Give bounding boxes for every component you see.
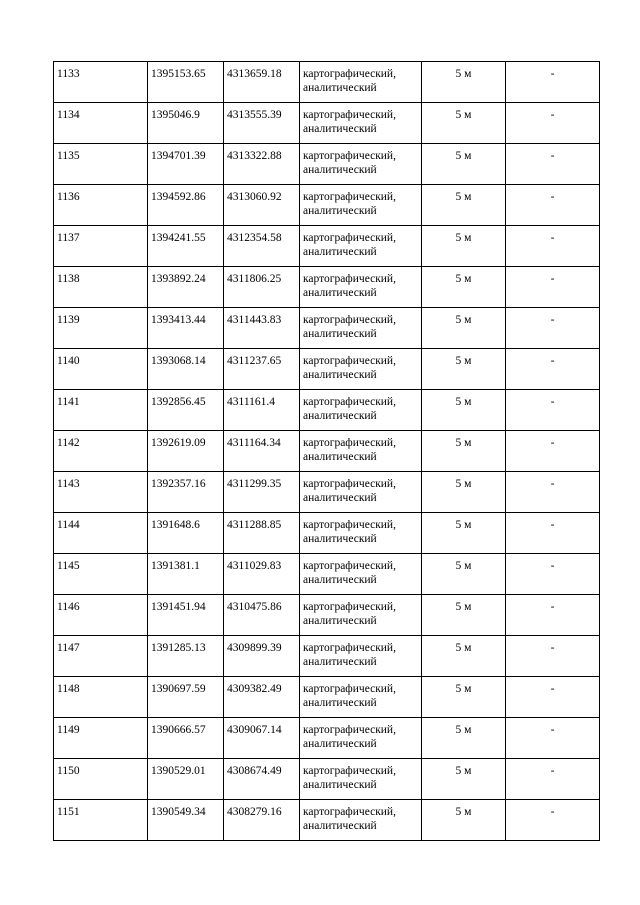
method-cell (300, 308, 422, 349)
method-cell (300, 267, 422, 308)
method-line-2: аналитический (303, 205, 377, 217)
y-coordinate-cell: 4311299.35 (224, 472, 300, 513)
accuracy-cell: 5 м (422, 103, 506, 144)
accuracy-cell: 5 м (422, 472, 506, 513)
accuracy-cell: 5 м (422, 677, 506, 718)
y-coordinate-cell: 4309382.49 (224, 677, 300, 718)
y-coordinate-cell: 4313322.88 (224, 144, 300, 185)
x-coordinate-cell: 1392856.45 (148, 390, 224, 431)
accuracy-cell: 5 м (422, 636, 506, 677)
y-coordinate-cell: 4311288.85 (224, 513, 300, 554)
y-coordinate-cell: 4311443.83 (224, 308, 300, 349)
method-line-2: аналитический (303, 123, 377, 135)
method-cell (300, 431, 422, 472)
method-line-1: картографический, (303, 437, 396, 449)
note-cell: - (506, 62, 600, 103)
x-coordinate-cell: 1394701.39 (148, 144, 224, 185)
point-number-cell: 1140 (54, 349, 148, 390)
method-line-2: аналитический (303, 656, 377, 668)
y-coordinate-cell: 4309899.39 (224, 636, 300, 677)
table-row (54, 144, 600, 185)
accuracy-cell: 5 м (422, 185, 506, 226)
accuracy-cell: 5 м (422, 800, 506, 841)
y-coordinate-cell: 4308279.16 (224, 800, 300, 841)
point-number-cell: 1151 (54, 800, 148, 841)
table-row (54, 554, 600, 595)
x-coordinate-cell: 1394241.55 (148, 226, 224, 267)
method-cell (300, 800, 422, 841)
method-line-1: картографический, (303, 683, 396, 695)
point-number-cell: 1137 (54, 226, 148, 267)
note-cell: - (506, 718, 600, 759)
note-cell: - (506, 636, 600, 677)
note-cell: - (506, 595, 600, 636)
method-line-1: картографический, (303, 724, 396, 736)
method-line-1: картографический, (303, 642, 396, 654)
x-coordinate-cell: 1390697.59 (148, 677, 224, 718)
y-coordinate-cell: 4311029.83 (224, 554, 300, 595)
x-coordinate-cell: 1393068.14 (148, 349, 224, 390)
point-number-cell: 1136 (54, 185, 148, 226)
method-line-1: картографический, (303, 478, 396, 490)
method-cell (300, 62, 422, 103)
accuracy-cell: 5 м (422, 62, 506, 103)
method-line-2: аналитический (303, 779, 377, 791)
method-line-2: аналитический (303, 615, 377, 627)
method-cell (300, 349, 422, 390)
table-row (54, 431, 600, 472)
x-coordinate-cell: 1395153.65 (148, 62, 224, 103)
y-coordinate-cell: 4313659.18 (224, 62, 300, 103)
method-line-2: аналитический (303, 164, 377, 176)
y-coordinate-cell: 4311806.25 (224, 267, 300, 308)
coordinates-table (53, 61, 600, 841)
y-coordinate-cell: 4313555.39 (224, 103, 300, 144)
method-cell (300, 390, 422, 431)
accuracy-cell: 5 м (422, 513, 506, 554)
point-number-cell: 1149 (54, 718, 148, 759)
note-cell: - (506, 308, 600, 349)
method-cell (300, 103, 422, 144)
coordinates-table-body (54, 62, 600, 841)
method-cell (300, 144, 422, 185)
note-cell: - (506, 103, 600, 144)
point-number-cell: 1147 (54, 636, 148, 677)
accuracy-cell: 5 м (422, 308, 506, 349)
point-number-cell: 1146 (54, 595, 148, 636)
method-line-2: аналитический (303, 820, 377, 832)
point-number-cell: 1138 (54, 267, 148, 308)
point-number-cell: 1133 (54, 62, 148, 103)
method-cell (300, 595, 422, 636)
table-row (54, 390, 600, 431)
y-coordinate-cell: 4308674.49 (224, 759, 300, 800)
method-line-1: картографический, (303, 68, 396, 80)
method-cell (300, 185, 422, 226)
method-cell (300, 554, 422, 595)
x-coordinate-cell: 1391285.13 (148, 636, 224, 677)
method-cell (300, 718, 422, 759)
method-line-1: картографический, (303, 519, 396, 531)
point-number-cell: 1135 (54, 144, 148, 185)
table-row (54, 185, 600, 226)
point-number-cell: 1134 (54, 103, 148, 144)
table-row (54, 472, 600, 513)
note-cell: - (506, 513, 600, 554)
point-number-cell: 1142 (54, 431, 148, 472)
x-coordinate-cell: 1390666.57 (148, 718, 224, 759)
x-coordinate-cell: 1392619.09 (148, 431, 224, 472)
method-line-1: картографический, (303, 806, 396, 818)
method-line-2: аналитический (303, 492, 377, 504)
table-row (54, 595, 600, 636)
method-line-2: аналитический (303, 697, 377, 709)
table-row (54, 718, 600, 759)
point-number-cell: 1143 (54, 472, 148, 513)
y-coordinate-cell: 4312354.58 (224, 226, 300, 267)
method-line-1: картографический, (303, 601, 396, 613)
x-coordinate-cell: 1392357.16 (148, 472, 224, 513)
accuracy-cell: 5 м (422, 554, 506, 595)
method-line-2: аналитический (303, 533, 377, 545)
x-coordinate-cell: 1393413.44 (148, 308, 224, 349)
method-line-1: картографический, (303, 191, 396, 203)
table-row (54, 267, 600, 308)
table-row (54, 349, 600, 390)
y-coordinate-cell: 4313060.92 (224, 185, 300, 226)
method-line-2: аналитический (303, 369, 377, 381)
y-coordinate-cell: 4311237.65 (224, 349, 300, 390)
table-row (54, 636, 600, 677)
note-cell: - (506, 759, 600, 800)
method-cell (300, 677, 422, 718)
method-line-2: аналитический (303, 328, 377, 340)
method-line-1: картографический, (303, 109, 396, 121)
method-line-1: картографический, (303, 765, 396, 777)
method-line-1: картографический, (303, 560, 396, 572)
method-line-1: картографический, (303, 232, 396, 244)
method-cell (300, 513, 422, 554)
accuracy-cell: 5 м (422, 718, 506, 759)
accuracy-cell: 5 м (422, 349, 506, 390)
table-row (54, 759, 600, 800)
accuracy-cell: 5 м (422, 759, 506, 800)
point-number-cell: 1148 (54, 677, 148, 718)
method-line-2: аналитический (303, 287, 377, 299)
accuracy-cell: 5 м (422, 267, 506, 308)
method-line-2: аналитический (303, 451, 377, 463)
note-cell: - (506, 144, 600, 185)
table-row (54, 226, 600, 267)
point-number-cell: 1139 (54, 308, 148, 349)
y-coordinate-cell: 4310475.86 (224, 595, 300, 636)
note-cell: - (506, 677, 600, 718)
method-line-1: картографический, (303, 396, 396, 408)
note-cell: - (506, 267, 600, 308)
point-number-cell: 1141 (54, 390, 148, 431)
x-coordinate-cell: 1391451.94 (148, 595, 224, 636)
method-cell (300, 472, 422, 513)
x-coordinate-cell: 1390529.01 (148, 759, 224, 800)
point-number-cell: 1150 (54, 759, 148, 800)
method-line-1: картографический, (303, 150, 396, 162)
table-row (54, 800, 600, 841)
table-row (54, 677, 600, 718)
table-row (54, 513, 600, 554)
method-line-1: картографический, (303, 314, 396, 326)
accuracy-cell: 5 м (422, 144, 506, 185)
y-coordinate-cell: 4311161.4 (224, 390, 300, 431)
note-cell: - (506, 185, 600, 226)
point-number-cell: 1144 (54, 513, 148, 554)
accuracy-cell: 5 м (422, 226, 506, 267)
accuracy-cell: 5 м (422, 431, 506, 472)
x-coordinate-cell: 1393892.24 (148, 267, 224, 308)
note-cell: - (506, 431, 600, 472)
note-cell: - (506, 226, 600, 267)
accuracy-cell: 5 м (422, 390, 506, 431)
method-line-2: аналитический (303, 738, 377, 750)
method-line-2: аналитический (303, 410, 377, 422)
x-coordinate-cell: 1390549.34 (148, 800, 224, 841)
x-coordinate-cell: 1394592.86 (148, 185, 224, 226)
x-coordinate-cell: 1391648.6 (148, 513, 224, 554)
y-coordinate-cell: 4309067.14 (224, 718, 300, 759)
note-cell: - (506, 554, 600, 595)
table-row (54, 62, 600, 103)
method-line-1: картографический, (303, 273, 396, 285)
note-cell: - (506, 390, 600, 431)
method-cell (300, 759, 422, 800)
x-coordinate-cell: 1395046.9 (148, 103, 224, 144)
note-cell: - (506, 800, 600, 841)
table-row (54, 308, 600, 349)
x-coordinate-cell: 1391381.1 (148, 554, 224, 595)
method-cell (300, 226, 422, 267)
method-line-2: аналитический (303, 82, 377, 94)
table-row (54, 103, 600, 144)
method-line-1: картографический, (303, 355, 396, 367)
y-coordinate-cell: 4311164.34 (224, 431, 300, 472)
note-cell: - (506, 349, 600, 390)
point-number-cell: 1145 (54, 554, 148, 595)
method-cell (300, 636, 422, 677)
accuracy-cell: 5 м (422, 595, 506, 636)
method-line-2: аналитический (303, 574, 377, 586)
note-cell: - (506, 472, 600, 513)
method-line-2: аналитический (303, 246, 377, 258)
